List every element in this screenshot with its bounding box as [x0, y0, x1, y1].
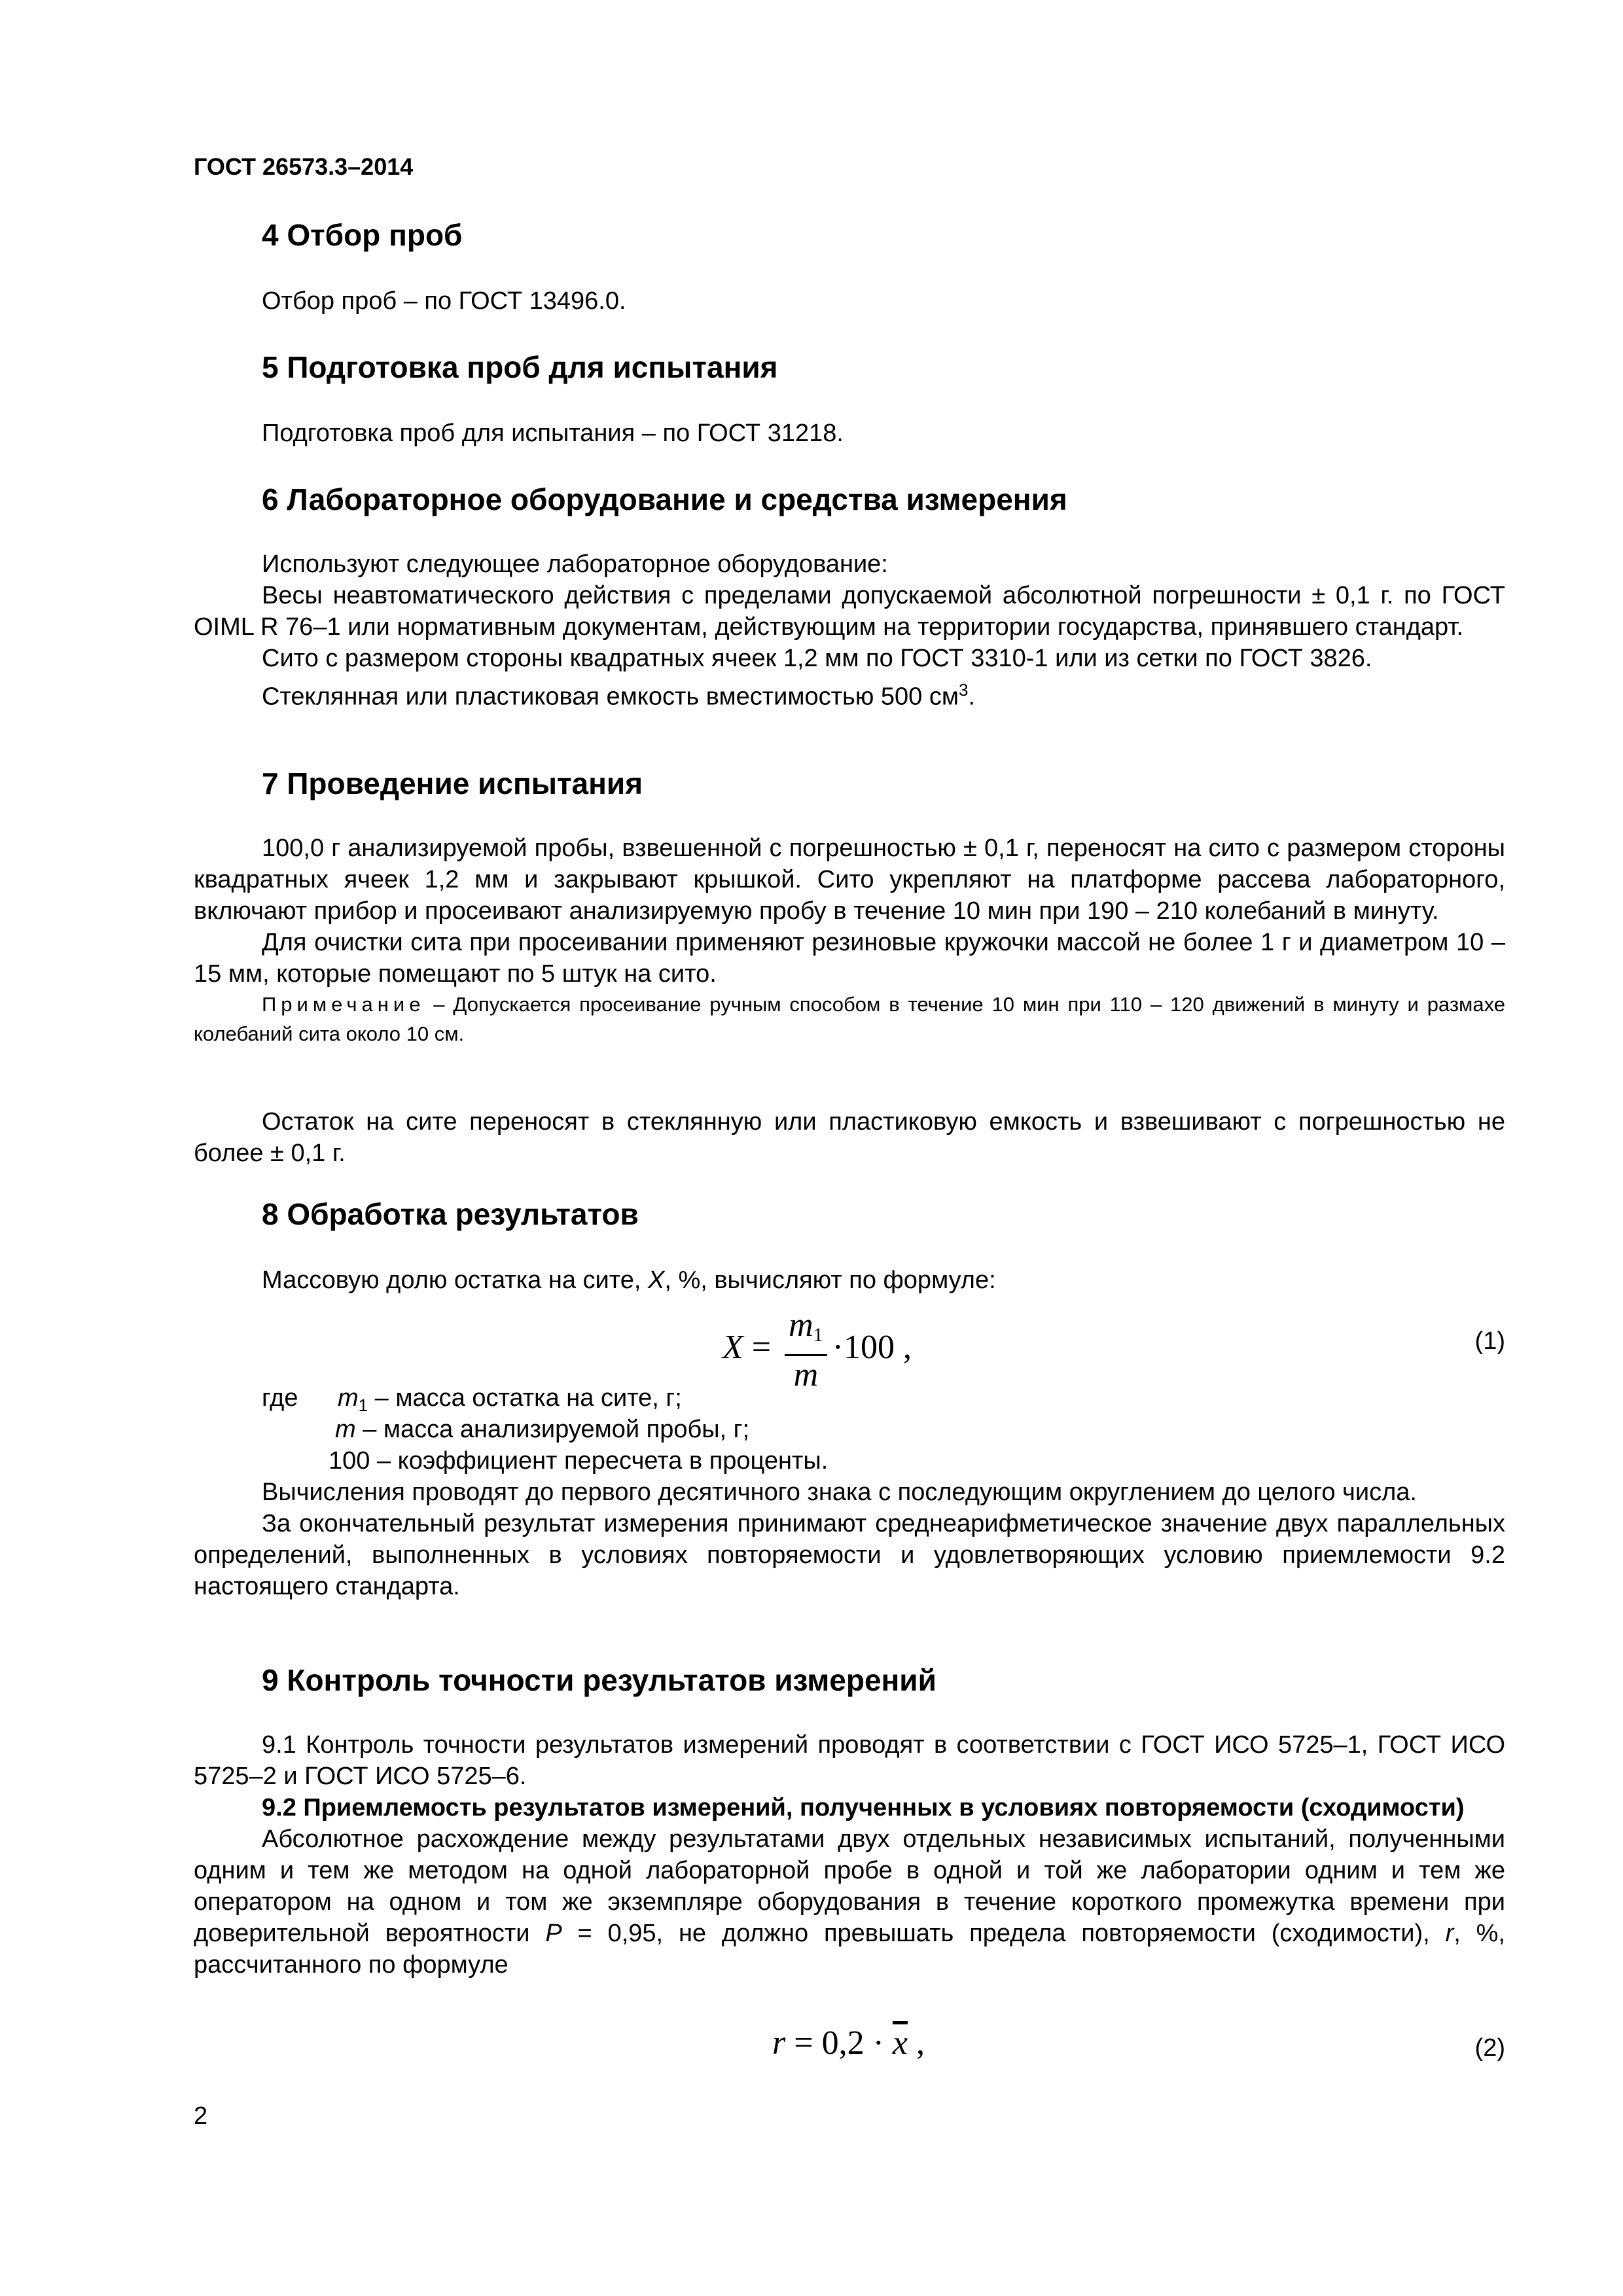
section-7-p3: Остаток на сите переносят в стеклянную или пластиковую емкость и взвешивают с погрешностью не более ± 0,1 г. [194, 1108, 1505, 1167]
section-5-title: 5 Подготовка проб для испытания [262, 350, 778, 384]
section-9-p2: Абсолютное расхождение между результатами двух отдельных независимых испытаний, полученными одним и тем же методом на одной лабораторной пробе в одной и той же лаборатории одним и тем же оператором на одном и том же экземпляре оборудования в течение короткого промежутка времени при доверительной вероятности P = 0,95, не должно превышать предела повторяемости (сходимости), r, %, рассчитанного по формуле [194, 1825, 1505, 1979]
section-8-title: 8 Обработка результатов [262, 1197, 639, 1231]
where-label: где [262, 1384, 298, 1412]
section-8-p1: Вычисления проводят до первого десятичного знака с последующим округлением до целого числа. [262, 1479, 1417, 1506]
section-6-intro: Используют следующее лабораторное оборудование: [262, 550, 888, 578]
section-4 [194, 217, 1505, 253]
note-label: Примечание [262, 993, 425, 1016]
section-8-intro: Массовую долю остатка на сите, X, %, вычисляют по формуле: [262, 1266, 996, 1294]
page-number: 2 [194, 2102, 208, 2130]
where-m: m – масса анализируемой пробы, г; [335, 1416, 750, 1443]
section-5 [194, 350, 1505, 385]
section-7 [194, 766, 1505, 801]
section-4-text: Отбор проб – по ГОСТ 13496.0. [262, 287, 626, 315]
section-5-text: Подготовка проб для испытания – по ГОСТ 31218. [262, 420, 844, 447]
where-100: 100 – коэффициент пересчета в проценты. [329, 1447, 829, 1475]
section-9-2-title: 9.2 Приемлемость результатов измерений, полученных в условиях повторяемости (сходимости) [262, 1794, 1465, 1821]
section-7-p2: Для очистки сита при просеивании применяют резиновые кружочки массой не более 1 г и диаметром 10 – 15 мм, которые помещают по 5 штук на сито. [194, 929, 1505, 988]
section-9-p1: 9.1 Контроль точности результатов измерений проводят в соответствии с ГОСТ ИСО 5725–1, ГОСТ ИСО 5725–2 и ГОСТ ИСО 5725–6. [194, 1731, 1505, 1790]
formula-2: $r = 0,2 \cdot \overline{x}$ , [772, 2024, 925, 2062]
formula-1-number: (1) [1474, 1327, 1505, 1355]
section-7-p1: 100,0 г анализируемой пробы, взвешенной с погрешностью ± 0,1 г, переносят на сито с размером стороны квадратных ячеек 1,2 мм и закрывают крышкой. Сито укрепляют на платформе рассева лабораторного, включают прибор и просеивают анализируемую пробу в течение 10 мин при 190 – 210 колебаний в минуту. [194, 834, 1505, 925]
section-7-body [194, 833, 1505, 1049]
section-4-title: 4 Отбор проб [262, 218, 463, 252]
formula-1: X = $\frac{m_1}{m}$ ·100 , [722, 1306, 912, 1393]
section-8-p2: За окончательный результат измерения принимают среднеарифметическое значение двух параллельных определений, выполненных в условиях повторяемости и удовлетворяющих условию приемлемости 9.2 настоящего стандарта. [194, 1510, 1505, 1600]
section-7-title: 7 Проведение испытания [262, 766, 643, 800]
formula-2-number: (2) [1474, 2034, 1505, 2062]
section-9-body [194, 1729, 1505, 1981]
section-6-title: 6 Лабораторное оборудование и средства измерения [262, 482, 1067, 516]
section-7-body-2 [194, 1106, 1505, 1169]
section-6-body [194, 548, 1505, 713]
section-8 [194, 1196, 1505, 1232]
section-7-note: Примечание – Допускается просеивание ручным способом в течение 10 мин при 110 – 120 движений в минуту и размахе колебаний сита около 10 см. [194, 993, 1505, 1045]
section-8-intro-wrap [194, 1265, 1505, 1296]
section-4-body [194, 285, 1505, 317]
section-6-sieve: Сито с размером стороны квадратных ячеек 1,2 мм по ГОСТ 3310-1 или из сетки по ГОСТ 3826. [262, 645, 1372, 672]
section-9-title: 9 Контроль точности результатов измерений [262, 1663, 936, 1697]
section-6-scales: Весы неавтоматического действия с пределами допускаемой абсолютной погрешности ± 0,1 г. по ГОСТ OIML R 76–1 или нормативным документам, действующим на территории государства, принявшего стандарт. [194, 582, 1505, 641]
where-m1: $m_1$ – масса остатка на сите, г; [338, 1384, 682, 1415]
section-6-container: Стеклянная или пластиковая емкость вместимостью 500 $см^3$. [262, 680, 975, 711]
section-9 [194, 1662, 1505, 1698]
document-header: ГОСТ 26573.3–2014 [194, 153, 414, 180]
section-5-body [194, 418, 1505, 449]
section-8-body [194, 1477, 1505, 1602]
section-6 [194, 482, 1505, 517]
